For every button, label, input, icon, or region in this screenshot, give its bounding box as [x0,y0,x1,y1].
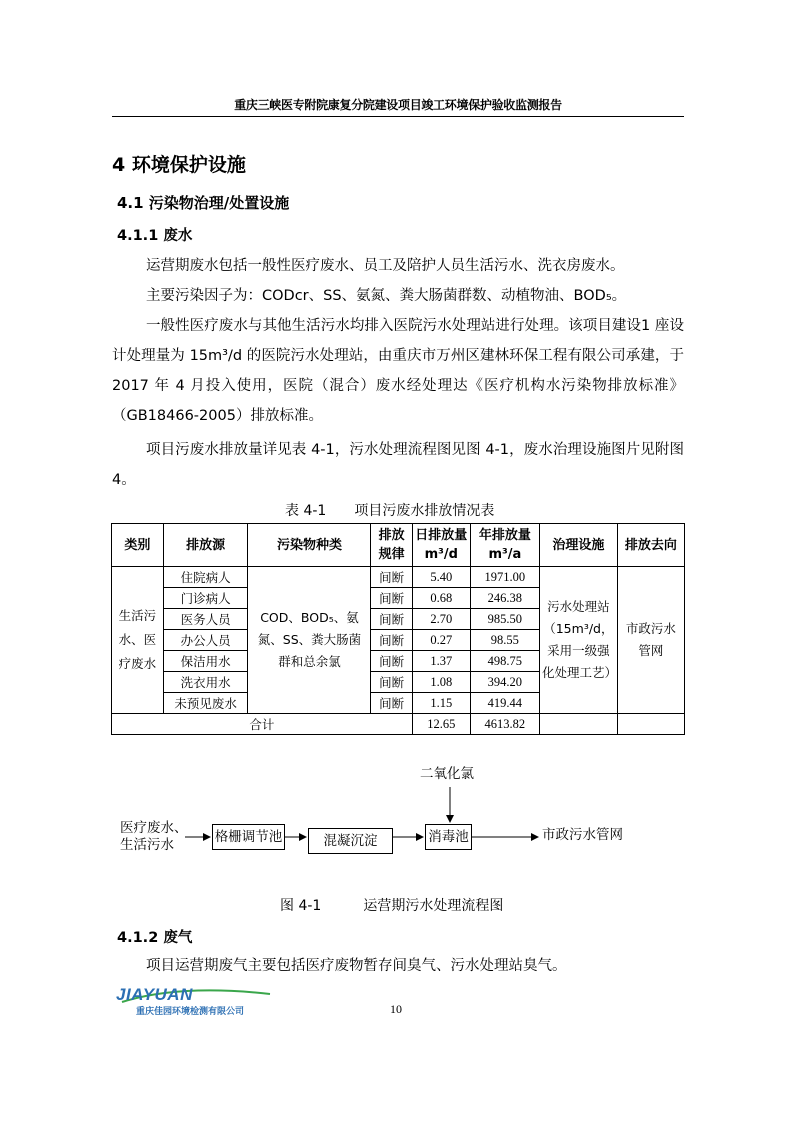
pattern-cell: 间断 [371,672,412,693]
pattern-cell: 间断 [371,567,412,588]
pattern-cell: 间断 [371,630,412,651]
pattern-cell: 间断 [371,651,412,672]
source-cell: 洗衣用水 [163,672,248,693]
subsection-title: 4.1 污染物治理/处置设施 [117,194,290,212]
daily-cell: 2.70 [412,609,470,630]
annual-cell: 498.75 [470,651,539,672]
flow-input-line1: 医疗废水、 [120,820,188,836]
coagulation-box: 混凝沉淀 [308,828,393,854]
annual-cell: 985.50 [470,609,539,630]
page-number: 10 [390,1002,402,1016]
header-treatment: 治理设施 [539,524,617,567]
total-label: 合计 [112,714,413,735]
annual-cell: 246.38 [470,588,539,609]
company-logo: JIAYUAN [116,985,193,1004]
annual-cell: 98.55 [470,630,539,651]
paragraph-treatment-station: 一般性医疗废水与其他生活污水均排入医院污水处理站进行处理。该项目建设1 座设计处理量为 15m³/d 的医院污水处理站，由重庆市万州区建林环保工程有限公司承建，于 2017 年 4 月投入使用，医院（混合）废水经处理达《医疗机构水污染物排放标准》（GB18466-2005）排放标准。 [112,318,684,424]
treatment-cell: 污水处理站（15m³/d，采用一级强化处理工艺） [539,567,617,714]
header-daily: 日排放量m³/d [412,524,470,567]
source-cell: 办公人员 [163,630,248,651]
daily-cell: 1.15 [412,693,470,714]
annual-cell: 394.20 [470,672,539,693]
source-cell: 保洁用水 [163,651,248,672]
category-cell: 生活污水、医疗废水 [112,567,164,714]
header-pollutants: 污染物种类 [248,524,371,567]
pattern-cell: 间断 [371,693,412,714]
daily-cell: 5.40 [412,567,470,588]
source-cell: 门诊病人 [163,588,248,609]
daily-cell: 0.68 [412,588,470,609]
company-name: 重庆佳园环境检测有限公司 [136,1007,245,1017]
paragraph-waste-gas: 项目运营期废气主要包括医疗废物暂存间臭气、污水处理站臭气。 [146,958,567,974]
header-category: 类别 [112,524,164,567]
source-cell: 住院病人 [163,567,248,588]
daily-cell: 1.37 [412,651,470,672]
source-cell: 未预见废水 [163,693,248,714]
header-pattern: 排放规律 [371,524,412,567]
report-header: 重庆三峡医专附院康复分院建设项目竣工环境保护验收监测报告 [234,98,562,112]
gas-heading: 4.1.2 废气 [117,930,193,946]
table-caption: 表 4-1 项目污废水排放情况表 [285,503,495,519]
header-source: 排放源 [163,524,248,567]
flow-input-line2: 生活污水 [120,837,174,853]
figure-caption: 图 4-1 运营期污水处理流程图 [280,898,504,914]
daily-cell: 1.08 [412,672,470,693]
pattern-cell: 间断 [371,609,412,630]
paragraph-pollutants: 主要污染因子为：CODcr、SS、氨氮、粪大肠菌群数、动植物油、BOD₅。 [146,288,627,304]
destination-cell: 市政污水管网 [617,567,684,714]
wastewater-heading: 4.1.1 废水 [117,228,193,244]
header-destination: 排放去向 [617,524,684,567]
section-title: 4 环境保护设施 [112,154,246,176]
pattern-cell: 间断 [371,588,412,609]
screen-tank-box: 格栅调节池 [212,824,285,850]
disinfection-box: 消毒池 [425,824,472,850]
paragraph-wastewater-types: 运营期废水包括一般性医疗废水、员工及陪护人员生活污水、洗衣房废水。 [146,258,625,274]
daily-cell: 0.27 [412,630,470,651]
total-daily: 12.65 [412,714,470,735]
source-cell: 医务人员 [163,609,248,630]
additive-label: 二氧化氯 [420,766,474,782]
paragraph-table-reference: 项目污废水排放量详见表 4-1，污水处理流程图见图 4-1，废水治理设施图片见附图 4。 [112,442,684,488]
annual-cell: 1971.00 [470,567,539,588]
pollutants-cell: COD、BOD₅、氨氮、SS、粪大肠菌群和总余氯 [248,567,371,714]
header-annual: 年排放量m³/a [470,524,539,567]
total-annual: 4613.82 [470,714,539,735]
flow-output-label: 市政污水管网 [542,827,623,843]
annual-cell: 419.44 [470,693,539,714]
